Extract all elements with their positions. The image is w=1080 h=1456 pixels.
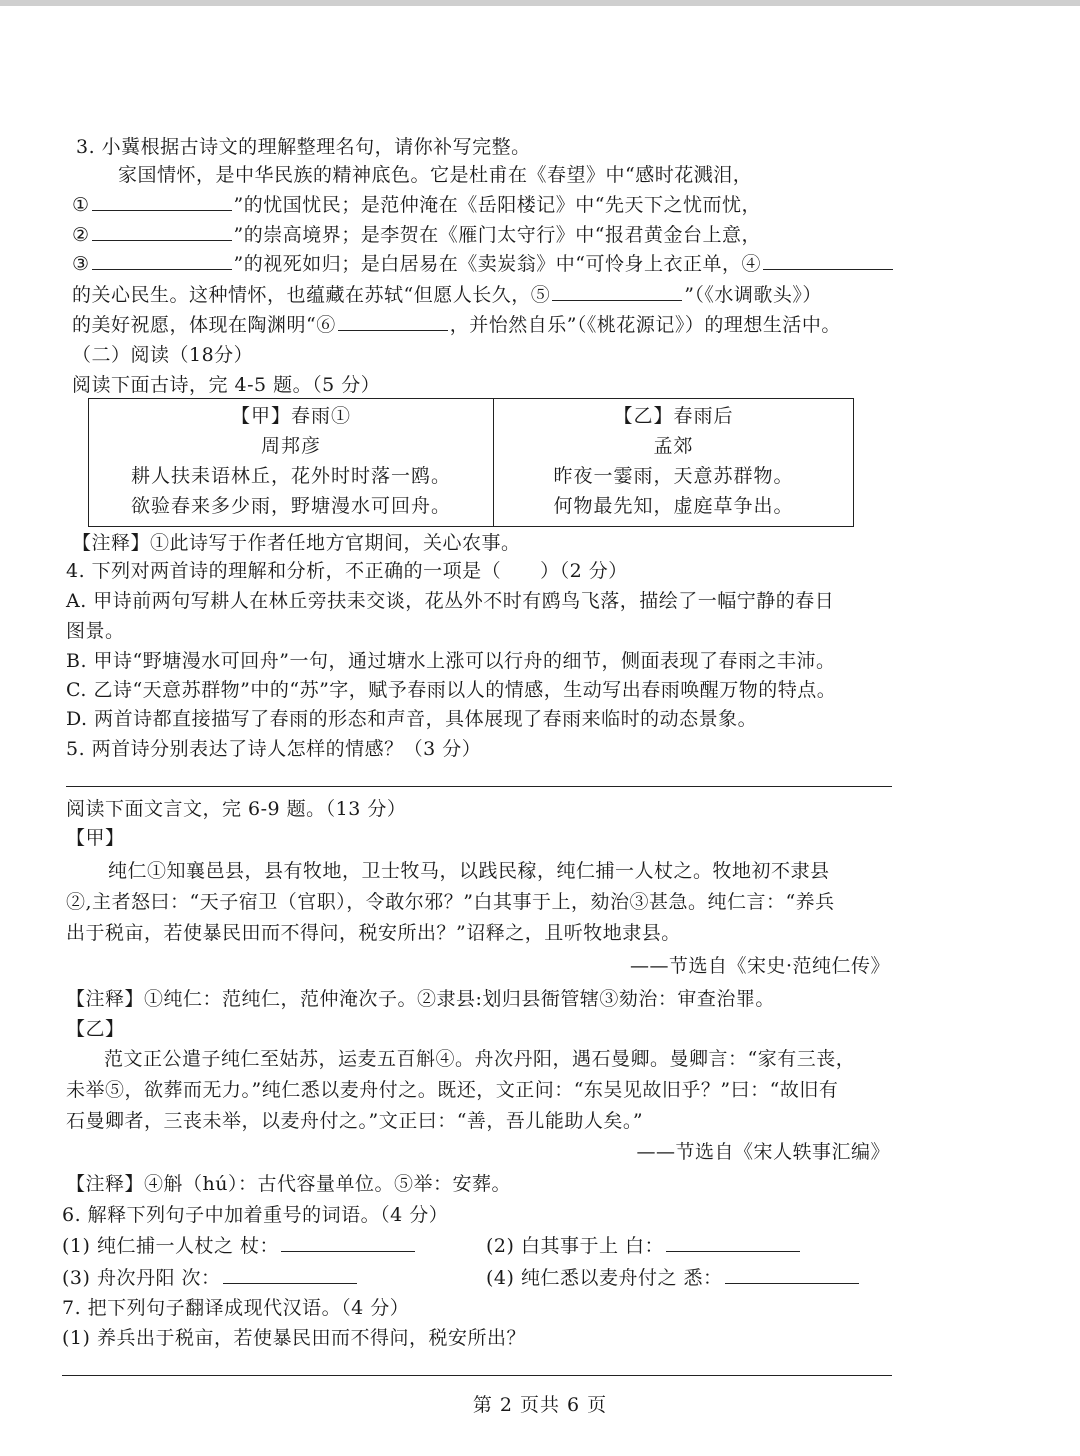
q3-line-4	[72, 251, 895, 277]
passage-yi-note: 【注释】④斛（hú）：古代容量单位。⑤举：安葬。	[66, 1173, 511, 1195]
poem-yi	[494, 399, 853, 526]
passage-jia-note: 【注释】①纯仁：范纯仁，范仲淹次子。②隶县:划归县衙管辖③劾治：审查治罪。	[66, 988, 775, 1010]
q3-blank-1[interactable]	[92, 192, 232, 211]
q4-stem: 4. 下列对两首诗的理解和分析，不正确的一项是（ ）（2 分）	[66, 560, 628, 582]
q3-line-5-text: 的关心民生。这种情怀，也蕴藏在苏轼“但愿人长久，⑤	[72, 284, 551, 306]
q4-option-b[interactable]: B. 甲诗“野塘漫水可回舟”一句，通过塘水上涨可以行舟的细节，侧面表现了春雨之丰沛。	[66, 650, 836, 672]
q3-line-2	[72, 192, 761, 218]
q7-item-1: (1) 养兵出于税亩，若使暴民田而不得问，税安所出？	[62, 1327, 526, 1349]
q3-line-1: 家国情怀，是中华民族的精神底色。它是杜甫在《春望》中“感时花溅泪，	[118, 164, 753, 186]
q6-blank-2[interactable]	[666, 1233, 800, 1252]
poem-table	[88, 398, 854, 527]
q7-answer-line[interactable]	[62, 1375, 892, 1376]
passage-yi-line-1: 范文正公遣子纯仁至姑苏，运麦五百斛④。舟次丹阳，遇石曼卿。曼卿言：“家有三丧，	[104, 1048, 856, 1070]
q3-line-5-tail: ”（《水调歌头》）	[684, 284, 822, 306]
q6-item-2-text: (2) 白其事于上 白：	[486, 1235, 664, 1257]
q3-line-6-tail: ，并怡然自乐”（《桃花源记》）的理想生活中。	[449, 314, 841, 336]
q5-stem: 5. 两首诗分别表达了诗人怎样的情感？（3 分）	[66, 738, 482, 760]
passage-jia-label: 【甲】	[66, 827, 125, 849]
q3-line-5	[72, 282, 822, 308]
passage-yi-line-3: 石曼卿者，三丧未举，以麦舟付之。”文正曰：“善，吾儿能助人矣。”	[66, 1110, 644, 1132]
poem-jia-line-2: 欲验春来多少雨，野塘漫水可回舟。	[130, 495, 451, 517]
poem-yi-title: 【乙】春雨后	[613, 405, 734, 427]
poem-jia-author: 周邦彦	[260, 435, 321, 457]
q3-blank-5[interactable]	[552, 282, 682, 301]
q6-item-4	[486, 1265, 861, 1291]
passage-yi-source: ——节选自《宋人轶事汇编》	[636, 1141, 890, 1163]
q3-title: 3. 小冀根据古诗文的理解整理名句，请你补写完整。	[76, 136, 531, 158]
q3-blank-3-label: ③	[72, 253, 90, 275]
poem-intro: 阅读下面古诗，完 4-5 题。（5 分）	[72, 374, 381, 396]
q6-blank-1[interactable]	[281, 1233, 415, 1252]
q3-blank-2[interactable]	[92, 222, 232, 241]
q3-blank-4[interactable]	[763, 251, 893, 270]
poem-yi-author: 孟郊	[653, 435, 694, 457]
q4-option-c[interactable]: C. 乙诗“天意苏群物”中的“苏”字，赋予春雨以人的情感，生动写出春雨唤醒万物的特点。	[66, 679, 837, 701]
q6-item-3	[62, 1265, 359, 1291]
q6-blank-3[interactable]	[223, 1265, 357, 1284]
q4-option-d[interactable]: D. 两首诗都直接描写了春雨的形态和声音，具体展现了春雨来临时的动态景象。	[66, 708, 758, 730]
q6-item-4-text: (4) 纯仁悉以麦舟付之 悉：	[486, 1267, 723, 1289]
q3-blank-6[interactable]	[338, 312, 448, 331]
poem-jia-line-1: 耕人扶耒语林丘，花外时时落一鸥。	[130, 465, 451, 487]
q5-answer-line[interactable]	[66, 786, 892, 787]
q3-blank-1-label: ①	[72, 194, 90, 216]
q6-stem: 6. 解释下列句子中加着重号的词语。（4 分）	[62, 1204, 449, 1226]
passage-jia-source: ——节选自《宋史·范纯仁传》	[629, 955, 890, 977]
q6-item-1-text: (1) 纯仁捕一人杖之 杖：	[62, 1235, 279, 1257]
q7-stem: 7. 把下列句子翻译成现代汉语。（4 分）	[62, 1297, 410, 1319]
q3-blank-3[interactable]	[92, 251, 232, 270]
q6-item-1	[62, 1233, 417, 1259]
q6-item-3-text: (3) 舟次丹阳 次：	[62, 1267, 221, 1289]
passage-jia-line-2: ②,主者怒曰：“天子宿卫（官职），令敢尔邪？”白其事于上，劾治③甚急。纯仁言：“养兵	[66, 891, 835, 913]
q6-blank-4[interactable]	[725, 1265, 859, 1284]
page-number: 第 2 页共 6 页	[472, 1394, 608, 1416]
q3-line-6-text: 的美好祝愿，体现在陶渊明“⑥	[72, 314, 336, 336]
q6-item-2	[486, 1233, 802, 1259]
q3-line-4-text: ”的视死如归；是白居易在《卖炭翁》中“可怜身上衣正单，④	[233, 253, 761, 275]
passage-yi-line-2: 未举⑤，欲葬而无力。”纯仁悉以麦舟付之。既还，文正问：“东吴见故旧乎？”曰：“故旧有	[66, 1079, 839, 1101]
q3-blank-2-label: ②	[72, 224, 90, 246]
passage-jia-line-1: 纯仁①知襄邑县，县有牧地，卫士牧马，以践民稼，纯仁捕一人杖之。牧地初不隶县	[108, 860, 830, 882]
q4-option-a[interactable]: A. 甲诗前两句写耕人在林丘旁扶耒交谈，花丛外不时有鸥鸟飞落，描绘了一幅宁静的春日	[66, 590, 835, 612]
poem-jia-title: 【甲】春雨①	[230, 405, 351, 427]
poem-jia	[89, 399, 493, 526]
poem-yi-line-2: 何物最先知，虚庭草争出。	[553, 495, 794, 517]
poem-yi-line-1: 昨夜一霎雨，天意苏群物。	[553, 465, 794, 487]
q3-line-6	[72, 312, 841, 338]
q3-line-2-text: ”的忧国忧民；是范仲淹在《岳阳楼记》中“先天下之忧而忧，	[233, 194, 761, 216]
q4-option-a-cont[interactable]: 图景。	[66, 620, 125, 642]
poem-note: 【注释】①此诗写于作者任地方官期间，关心农事。	[72, 532, 521, 554]
classical-intro: 阅读下面文言文，完 6-9 题。（13 分）	[66, 798, 407, 820]
passage-yi-label: 【乙】	[66, 1018, 125, 1040]
q3-line-3-text: ”的崇高境界；是李贺在《雁门太守行》中“报君黄金台上意，	[233, 224, 761, 246]
passage-jia-line-3: 出于税亩，若使暴民田而不得问，税安所出？”诏释之，且听牧地隶县。	[66, 922, 681, 944]
q3-line-3	[72, 222, 761, 248]
section-heading: （二）阅读（18分）	[72, 344, 254, 366]
